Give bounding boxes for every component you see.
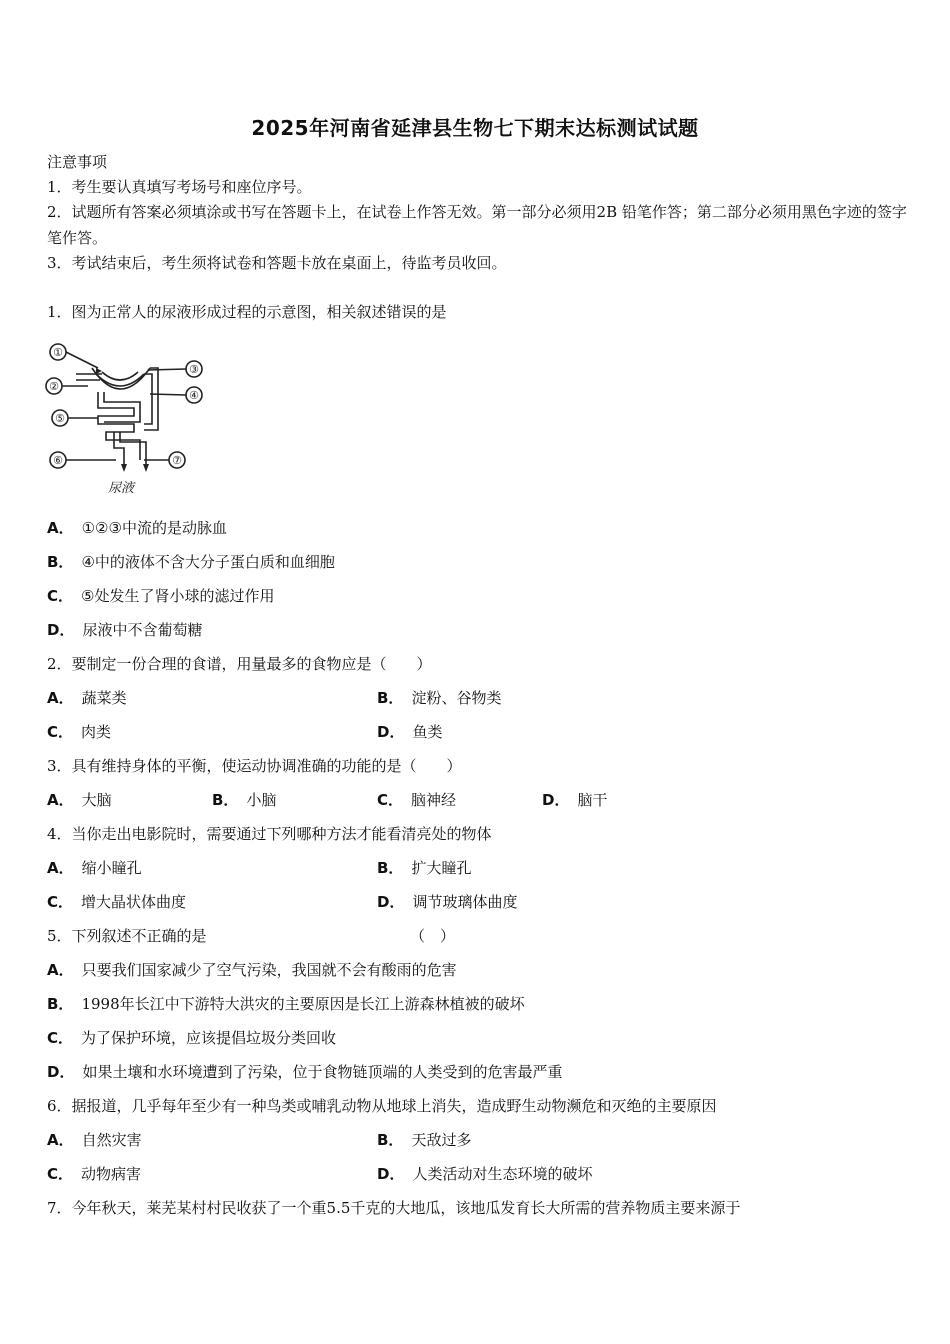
label-4: ④ — [189, 389, 199, 402]
q1-option-a: A． ①②③中流的是动脉血 — [47, 519, 227, 537]
q2-option-d: D． 鱼类 — [377, 723, 443, 741]
q4-option-d: D． 调节玻璃体曲度 — [377, 893, 518, 911]
q2-option-a: A． 蔬菜类 — [47, 689, 127, 707]
notice-item-3: 3．考试结束后，考生须将试卷和答题卡放在桌面上，待监考员收回。 — [47, 254, 507, 272]
q3-option-a: A． 大脑 — [47, 791, 112, 809]
question-2-stem: 2．要制定一份合理的食谱，用量最多的食物应是（ ） — [47, 655, 432, 673]
question-5-stem: 5．下列叙述不正确的是 — [47, 927, 207, 945]
q6-option-c: C． 动物病害 — [47, 1165, 142, 1183]
q5-option-b: B． 1998年长江中下游特大洪灾的主要原因是长江上游森林植被的破坏 — [47, 995, 525, 1013]
question-6-stem: 6．据报道，几乎每年至少有一种鸟类或哺乳动物从地球上消失，造成野生动物濒危和灭绝的主要原因 — [47, 1097, 717, 1115]
page-title: 2025年河南省延津县生物七下期末达标测试试题 — [251, 116, 699, 140]
notice-item-1: 1．考生要认真填写考场号和座位序号。 — [47, 178, 312, 196]
q1-option-b: B． ④中的液体不含大分子蛋白质和血细胞 — [47, 553, 335, 571]
q2-option-b: B． 淀粉、谷物类 — [377, 689, 502, 707]
label-2: ② — [49, 380, 59, 393]
question-1-stem: 1．图为正常人的尿液形成过程的示意图，相关叙述错误的是 — [47, 303, 447, 321]
label-1: ① — [53, 346, 63, 359]
q5-option-c: C． 为了保护环境，应该提倡垃圾分类回收 — [47, 1029, 337, 1047]
label-7: ⑦ — [172, 454, 182, 467]
q1-option-c: C． ⑤处发生了肾小球的滤过作用 — [47, 587, 275, 605]
q6-option-b: B． 天敌过多 — [377, 1131, 472, 1149]
q5-option-d: D． 如果土壤和水环境遭到了污染，位于食物链顶端的人类受到的危害最严重 — [47, 1063, 563, 1081]
q3-option-c: C． 脑神经 — [377, 791, 457, 809]
q2-option-c: C． 肉类 — [47, 723, 112, 741]
notice-item-2: 2．试题所有答案必须填涂或书写在答题卡上，在试卷上作答无效。第一部分必须用2B 铅笔作答；第二部分必须用黑色字迹的签字笔作答。 — [47, 203, 907, 247]
q1-option-d: D． 尿液中不含葡萄糖 — [47, 621, 203, 639]
q3-option-d: D． 脑干 — [542, 791, 608, 809]
question-4-stem: 4．当你走出电影院时，需要通过下列哪种方法才能看清亮处的物体 — [47, 825, 492, 843]
notice-heading: 注意事项 — [47, 153, 108, 171]
label-6: ⑥ — [53, 454, 63, 467]
q6-option-d: D． 人类活动对生态环境的破坏 — [377, 1165, 593, 1183]
label-3: ③ — [189, 363, 199, 376]
q6-option-a: A． 自然灾害 — [47, 1131, 142, 1149]
question-5-paren: （ ） — [410, 927, 456, 945]
urine-formation-diagram — [40, 338, 220, 500]
q4-option-c: C． 增大晶状体曲度 — [47, 893, 187, 911]
label-5: ⑤ — [55, 412, 65, 425]
question-3-stem: 3．具有维持身体的平衡，使运动协调准确的功能的是（ ） — [47, 757, 462, 775]
q5-option-a: A． 只要我们国家减少了空气污染，我国就不会有酸雨的危害 — [47, 961, 457, 979]
question-7-stem: 7．今年秋天，莱芜某村村民收获了一个重5.5千克的大地瓜，该地瓜发育长大所需的营养物质主要来源于 — [47, 1199, 741, 1217]
q4-option-a: A． 缩小瞳孔 — [47, 859, 142, 877]
diagram-caption: 尿液 — [108, 481, 135, 496]
q3-option-b: B． 小脑 — [212, 791, 277, 809]
q4-option-b: B． 扩大瞳孔 — [377, 859, 472, 877]
